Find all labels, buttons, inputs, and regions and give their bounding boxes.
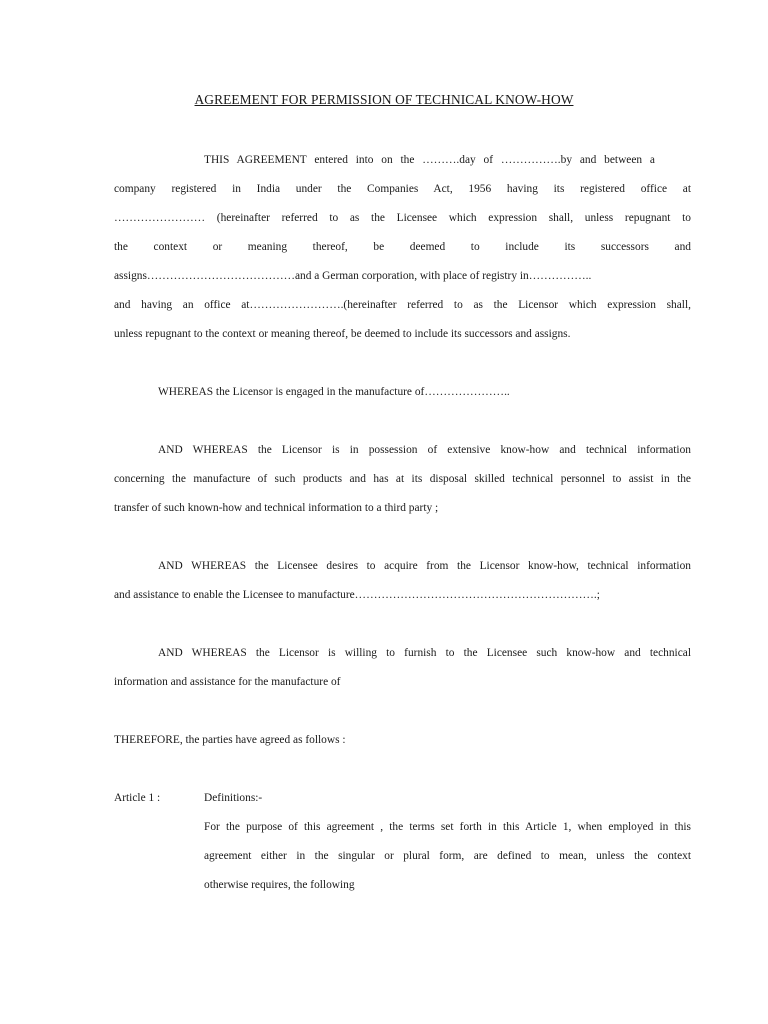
whereas-3-line-1: AND WHEREAS the Licensee desires to acquire from the Licensor know-how, technical information bbox=[158, 560, 691, 572]
intro-line-6: and having an office at…………………….(hereinafter referred to as the Licensor which expression shall, bbox=[114, 299, 691, 311]
whereas-2-line-2: concerning the manufacture of such products and has at its disposal skilled technical personnel to assist in the bbox=[114, 473, 691, 485]
article-1-line-1: For the purpose of this agreement , the terms set forth in this Article 1, when employed in this bbox=[204, 821, 691, 833]
intro-line-5: assigns…………………………………and a German corporation, with place of registry in…………….. bbox=[114, 270, 592, 282]
whereas-3-line-2: and assistance to enable the Licensee to manufacture……………………………………………………….; bbox=[114, 589, 600, 601]
intro-line-7: unless repugnant to the context or meaning thereof, be deemed to include its successors and assigns. bbox=[114, 328, 571, 340]
article-1-line-2: agreement either in the singular or plural form, are defined to mean, unless the context bbox=[204, 850, 691, 862]
whereas-2-line-1: AND WHEREAS the Licensor is in possession of extensive know-how and technical information bbox=[158, 444, 691, 456]
article-1-heading: Definitions:- bbox=[204, 792, 263, 804]
intro-line-3: …………………… (hereinafter referred to as the Licensee which expression shall, unless repugnant to bbox=[114, 212, 691, 224]
document-title: AGREEMENT FOR PERMISSION OF TECHNICAL KNOW-HOW bbox=[194, 92, 574, 107]
intro-line-2: company registered in India under the Companies Act, 1956 having its registered office at bbox=[114, 183, 691, 195]
intro-line-1: THIS AGREEMENT entered into on the ……….day of …………….by and between a bbox=[204, 154, 655, 166]
whereas-4-line-1: AND WHEREAS the Licensor is willing to furnish to the Licensee such know-how and technical bbox=[158, 647, 691, 659]
intro-line-4: the context or meaning thereof, be deemed to include its successors and bbox=[114, 241, 691, 253]
whereas-2-line-3: transfer of such known-how and technical information to a third party ; bbox=[114, 502, 439, 514]
whereas-4-line-2: information and assistance for the manufacture of bbox=[114, 676, 341, 688]
whereas-1: WHEREAS the Licensor is engaged in the manufacture of………………….. bbox=[158, 386, 510, 398]
article-1-line-3: otherwise requires, the following bbox=[204, 879, 355, 891]
article-1-label: Article 1 : bbox=[114, 792, 161, 804]
therefore-clause: THEREFORE, the parties have agreed as follows : bbox=[114, 734, 346, 746]
